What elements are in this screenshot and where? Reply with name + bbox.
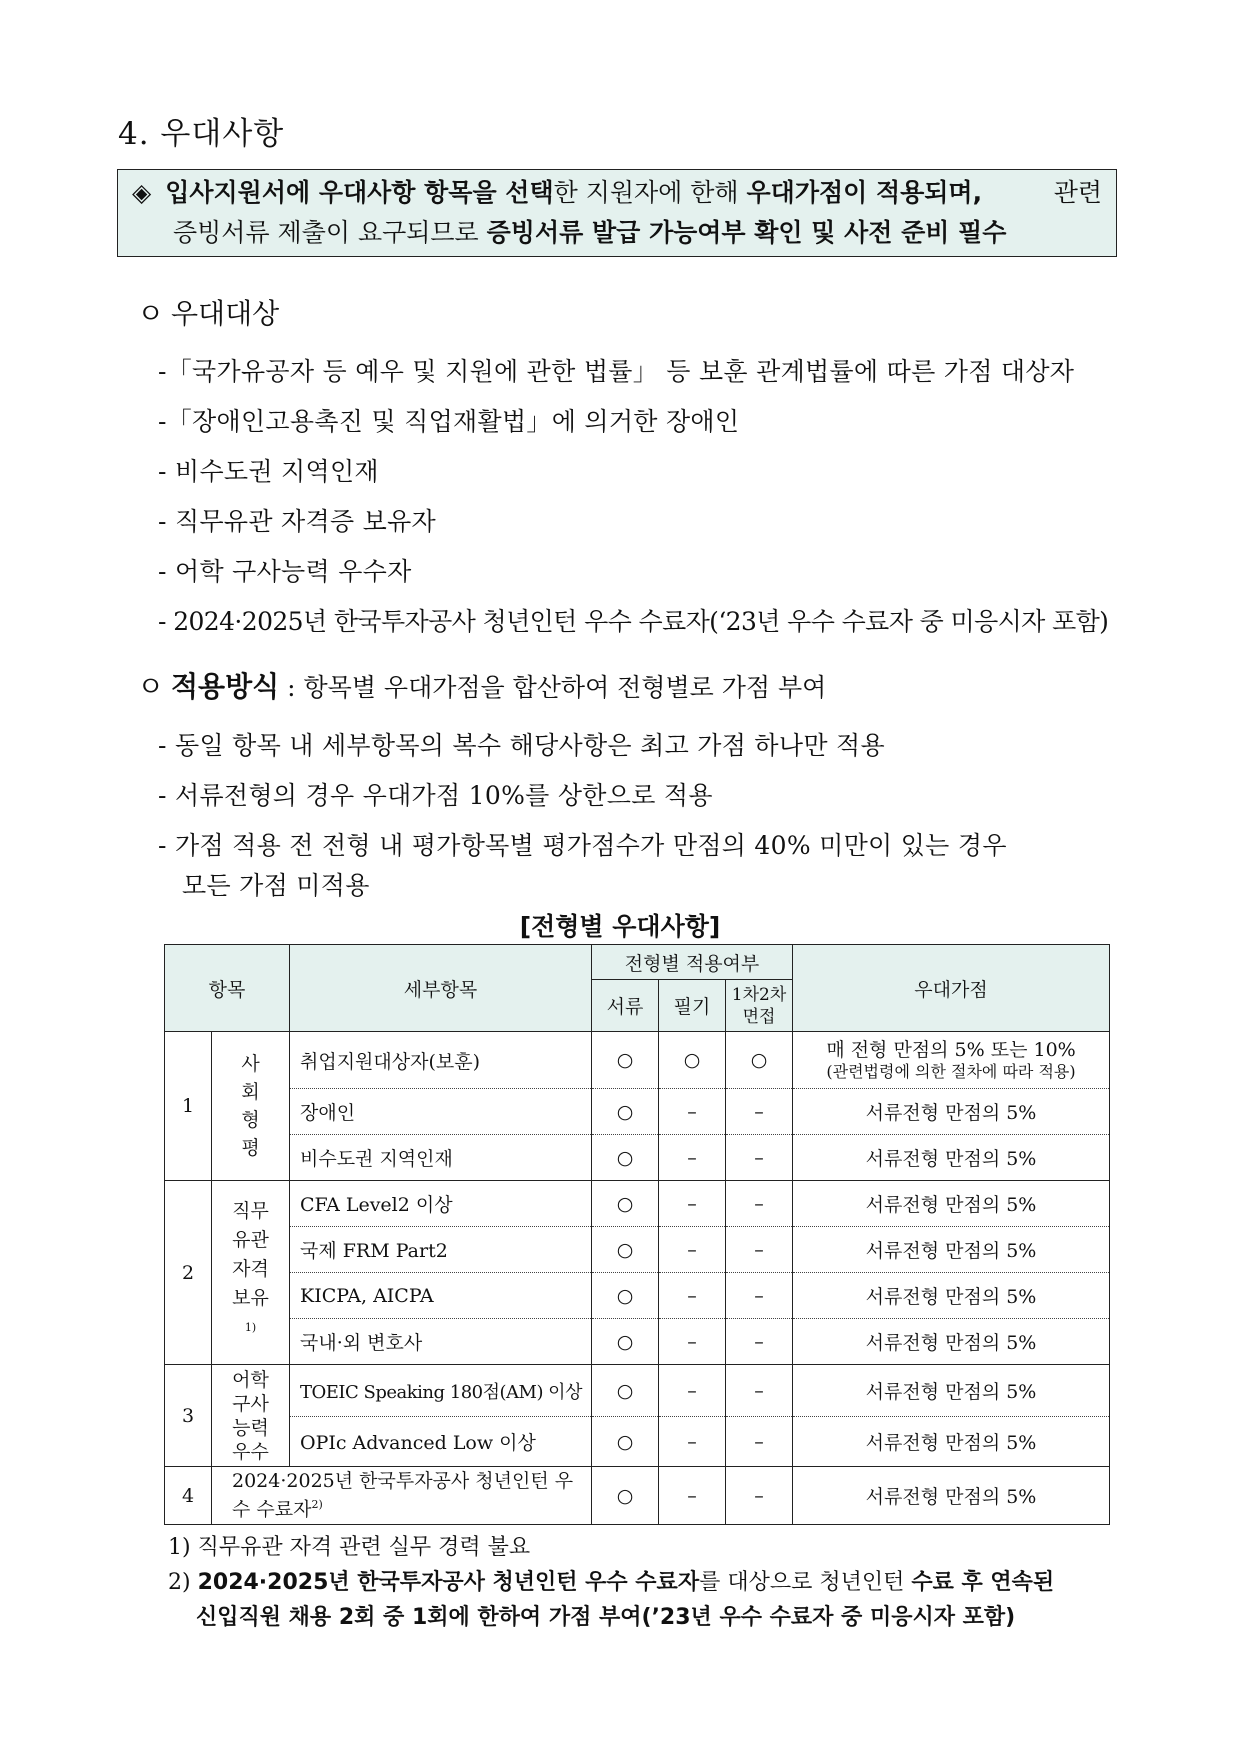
- method-item: - 서류전형의 경우 우대가점 10%를 상한으로 적용: [158, 781, 713, 810]
- bonus-table: [164, 944, 1110, 1525]
- footnote-2-bold-2: 수료 후 연속된: [911, 1570, 1055, 1595]
- bonus-cell: 서류전형 만점의 5%: [793, 1227, 1110, 1273]
- header-bonus: 우대가점: [793, 945, 1110, 1032]
- interview-cell: –: [726, 1467, 793, 1525]
- detail-cell: CFA Level2 이상: [290, 1181, 592, 1227]
- group-name-cell: [212, 1181, 290, 1365]
- group-number: 2: [165, 1181, 212, 1365]
- notice-box: [117, 169, 1117, 257]
- header-detail: 세부항목: [290, 945, 592, 1032]
- notice-line-2: [132, 213, 1102, 253]
- bonus-cell: 서류전형 만점의 5%: [793, 1273, 1110, 1319]
- method-item: - 가점 적용 전 전형 내 평가항목별 평가점수가 만점의 40% 미만이 있는 경우: [158, 831, 1007, 860]
- header-doc: 서류: [592, 980, 659, 1032]
- diamond-icon: ◈: [132, 178, 152, 207]
- footnote-2-bold-3: 신입직원 채용 2회 중 1회에 한하여 가점 부여(’23년 우수 수료자 중 미응시자 포함): [196, 1605, 1016, 1630]
- footnote-2: 2) 2024·2025년 한국투자공사 청년인턴 우수 수료자를 대상으로 청년인턴 수료 후 연속된: [168, 1570, 1055, 1595]
- footnote-marker: 2): [311, 1498, 323, 1512]
- header-written: 필기: [659, 980, 726, 1032]
- circle-bullet-icon: ㅇ: [137, 670, 165, 703]
- written-cell: –: [659, 1417, 726, 1467]
- interview-cell: ○: [726, 1032, 793, 1089]
- notice-bold-1: 입사지원서에 우대사항 항목을 선택: [165, 178, 554, 207]
- interview-cell: –: [726, 1273, 793, 1319]
- footnote-2-text: 를 대상으로 청년인턴: [699, 1570, 912, 1595]
- detail-cell: 장애인: [290, 1089, 592, 1135]
- detail-cell: 취업지원대상자(보훈): [290, 1032, 592, 1089]
- method-heading: [137, 665, 826, 705]
- group-name: 어학 구사 능력 우수: [212, 1365, 290, 1467]
- doc-cell: ○: [592, 1227, 659, 1273]
- written-cell: –: [659, 1181, 726, 1227]
- circle-bullet-icon: ㅇ: [137, 297, 165, 330]
- target-item: -「국가유공자 등 예우 및 지원에 관한 법률」 등 보훈 관계법률에 따른 가점 대상자: [158, 357, 1075, 386]
- written-cell: –: [659, 1319, 726, 1365]
- bonus-text: 매 전형 만점의 5% 또는 10%: [826, 1039, 1076, 1061]
- notice-text-1: 한 지원자에 한해: [553, 178, 747, 207]
- interview-cell: –: [726, 1417, 793, 1467]
- table-caption: [전형별 우대사항]: [519, 912, 721, 941]
- bonus-cell: 서류전형 만점의 5%: [793, 1135, 1110, 1181]
- target-item: - 2024·2025년 한국투자공사 청년인턴 우수 수료자(‘23년 우수 수료자 중 미응시자 포함): [158, 607, 1109, 636]
- interview-cell: –: [726, 1089, 793, 1135]
- method-item-continued: 모든 가점 미적용: [182, 871, 370, 900]
- written-cell: –: [659, 1135, 726, 1181]
- detail-cell: TOEIC Speaking 180점(AM) 이상: [290, 1365, 592, 1417]
- bonus-cell: 서류전형 만점의 5%: [793, 1319, 1110, 1365]
- detail-cell: [212, 1467, 592, 1525]
- doc-cell: ○: [592, 1089, 659, 1135]
- footnote-2-bold-1: 2024·2025년 한국투자공사 청년인턴 우수 수료자: [197, 1570, 700, 1595]
- interview-cell: –: [726, 1135, 793, 1181]
- bonus-cell: 서류전형 만점의 5%: [793, 1089, 1110, 1135]
- detail-cell: 비수도권 지역인재: [290, 1135, 592, 1181]
- written-cell: –: [659, 1365, 726, 1417]
- written-cell: –: [659, 1089, 726, 1135]
- target-item: - 어학 구사능력 우수자: [158, 557, 412, 586]
- targets-heading-text: 우대대상: [171, 297, 280, 330]
- method-heading-text: 적용방식: [171, 670, 280, 703]
- interview-cell: –: [726, 1181, 793, 1227]
- doc-cell: ○: [592, 1467, 659, 1525]
- interview-cell: –: [726, 1319, 793, 1365]
- method-item: - 동일 항목 내 세부항목의 복수 해당사항은 최고 가점 하나만 적용: [158, 731, 885, 760]
- group-name: 사회 형평: [212, 1032, 290, 1181]
- header-applicability: 전형별 적용여부: [592, 945, 793, 980]
- written-cell: ○: [659, 1032, 726, 1089]
- group-number: 1: [165, 1032, 212, 1181]
- target-item: - 직무유관 자격증 보유자: [158, 507, 436, 536]
- written-cell: –: [659, 1227, 726, 1273]
- detail-cell: KICPA, AICPA: [290, 1273, 592, 1319]
- target-item: -「장애인고용촉진 및 직업재활법」에 의거한 장애인: [158, 407, 740, 436]
- detail-text: 2024·2025년 한국투자공사 청년인턴 우수 수료자: [232, 1470, 574, 1521]
- bonus-cell: 서류전형 만점의 5%: [793, 1365, 1110, 1417]
- interview-cell: –: [726, 1365, 793, 1417]
- doc-cell: ○: [592, 1032, 659, 1089]
- target-item: - 비수도권 지역인재: [158, 457, 379, 486]
- doc-cell: ○: [592, 1365, 659, 1417]
- header-item: 항목: [165, 945, 290, 1032]
- written-cell: –: [659, 1467, 726, 1525]
- notice-line-1: [132, 173, 1102, 213]
- section-title: 4. 우대사항: [118, 116, 285, 152]
- footnote-2-continued: [196, 1600, 1015, 1631]
- method-description: : 항목별 우대가점을 합산하여 전형별로 가점 부여: [279, 673, 827, 702]
- bonus-note: (관련법령에 의한 절차에 따라 적용): [826, 1062, 1076, 1081]
- header-interview: 1차2차 면접: [726, 980, 793, 1032]
- footnote-marker: 1): [244, 1321, 257, 1335]
- targets-heading: [137, 292, 279, 332]
- group-name: 직무 유관 자격 보유: [232, 1200, 269, 1310]
- doc-cell: ○: [592, 1319, 659, 1365]
- group-number: 3: [165, 1365, 212, 1467]
- detail-cell: OPIc Advanced Low 이상: [290, 1417, 592, 1467]
- bonus-cell: 서류전형 만점의 5%: [793, 1417, 1110, 1467]
- detail-cell: 국내·외 변호사: [290, 1319, 592, 1365]
- doc-cell: ○: [592, 1135, 659, 1181]
- bonus-cell: 서류전형 만점의 5%: [793, 1467, 1110, 1525]
- doc-cell: ○: [592, 1273, 659, 1319]
- doc-cell: ○: [592, 1417, 659, 1467]
- detail-cell: 국제 FRM Part2: [290, 1227, 592, 1273]
- notice-text-3: 증빙서류 제출이 요구되므로: [173, 218, 487, 247]
- bonus-cell: [793, 1032, 1110, 1089]
- bonus-cell: 서류전형 만점의 5%: [793, 1181, 1110, 1227]
- interview-cell: –: [726, 1227, 793, 1273]
- group-number: 4: [165, 1467, 212, 1525]
- notice-bold-3: 증빙서류 발급 가능여부 확인 및 사전 준비 필수: [486, 218, 1007, 247]
- written-cell: –: [659, 1273, 726, 1319]
- notice-text-2: 관련: [1053, 178, 1102, 207]
- notice-bold-2: 우대가점이 적용되며,: [746, 178, 983, 207]
- doc-cell: ○: [592, 1181, 659, 1227]
- footnote-1: 1) 직무유관 자격 관련 실무 경력 불요: [168, 1535, 531, 1560]
